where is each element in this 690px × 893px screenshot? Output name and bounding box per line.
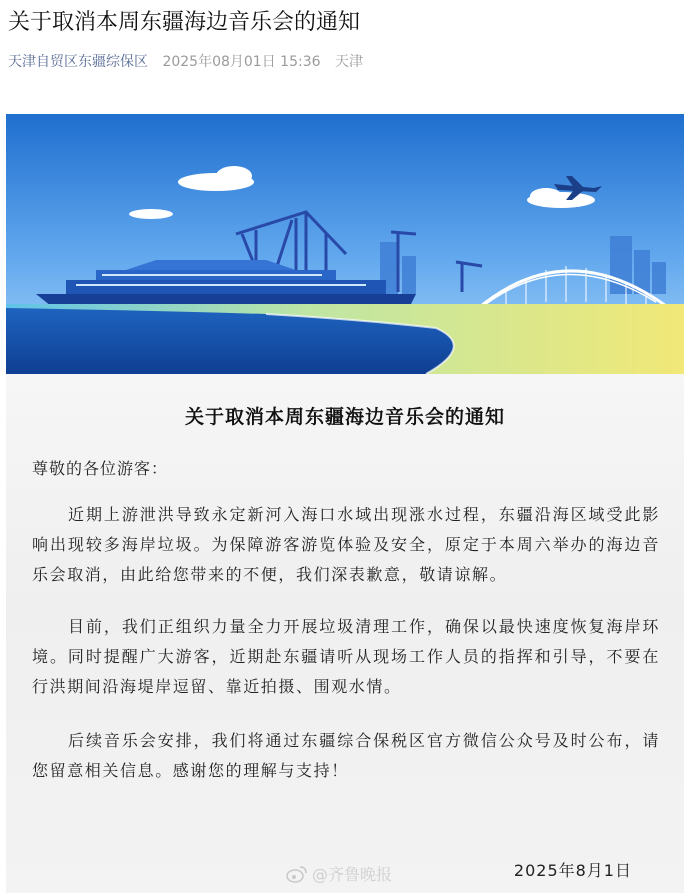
account-name-link[interactable]: 天津自贸区东疆综保区 xyxy=(8,54,148,70)
notice-poster-image xyxy=(6,114,684,893)
notice-title: 关于取消本周东疆海边音乐会的通知 xyxy=(184,406,505,428)
notice-paragraph: 目前，我们正组织力量全力开展垃圾清理工作，确保以最快速度恢复海岸环境。同时提醒广大游客，近期赴东疆请听从现场工作人员的指挥和引导，不要在行洪期间沿海堤岸逗留、靠近拍摄、围观水情。 xyxy=(32,617,660,696)
article-meta xyxy=(8,52,363,72)
article-title: 关于取消本周东疆海边音乐会的通知 xyxy=(8,10,361,35)
watermark-text: @齐鲁晚报 xyxy=(312,865,393,884)
notice-date: 2025年8月1日 xyxy=(513,861,632,880)
publish-datetime: 2025年08月01日 15:36 xyxy=(162,54,321,70)
notice-paragraph: 近期上游泄洪导致永定新河入海口水域出现涨水过程，东疆沿海区域受此影响出现较多海岸垃圾。为保障游客游览体验及安全，原定于本周六举办的海边音乐会取消，由此给您带来的不便，我们深表歉意，敬请谅解。 xyxy=(32,505,660,584)
banner-illustration xyxy=(6,114,684,374)
publish-location: 天津 xyxy=(334,54,363,70)
notice-greeting: 尊敬的各位游客： xyxy=(32,459,169,478)
watermark xyxy=(286,862,392,885)
weibo-icon xyxy=(286,865,308,883)
notice-paragraph: 后续音乐会安排，我们将通过东疆综合保税区官方微信公众号及时公布，请您留意相关信息。感谢您的理解与支持！ xyxy=(32,731,660,780)
